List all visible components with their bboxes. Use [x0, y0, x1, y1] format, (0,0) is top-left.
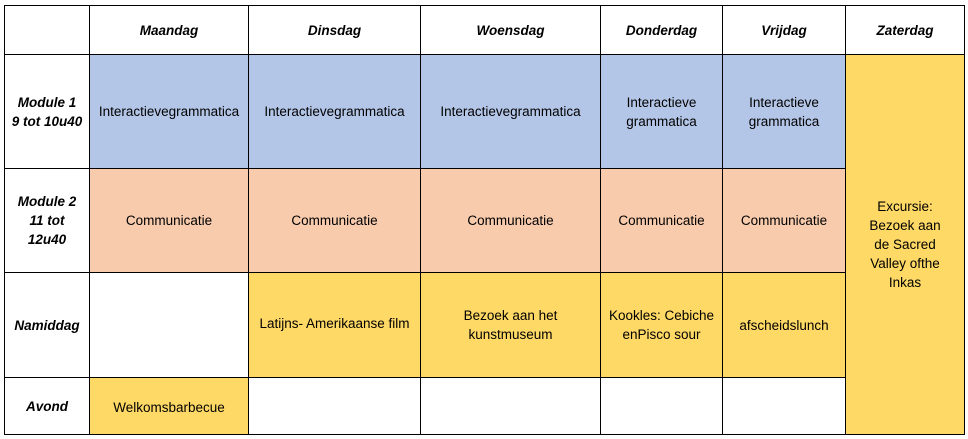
excursion-text: Excursie: Bezoek aan de Sacred Valley ofthe Inkas — [869, 199, 941, 290]
cell-monday-afternoon — [90, 273, 249, 378]
cell-tuesday-module-2: Communicatie — [249, 169, 421, 273]
cell-text: Kookles: Cebiche enPisco sour — [608, 308, 715, 342]
row-label-evening — [5, 378, 90, 435]
cell-wednesday-afternoon — [421, 273, 601, 378]
row-label-line: Namiddag — [14, 317, 80, 333]
weekly-schedule-table — [4, 5, 965, 435]
row-label-line: Avond — [26, 398, 68, 414]
day-header-saturday: Zaterdag — [846, 6, 965, 55]
cell-monday-evening: Welkomsbarbecue — [90, 378, 249, 435]
cell-wednesday-evening — [421, 378, 601, 435]
row-label-line: Module 1 — [17, 94, 77, 110]
cell-wednesday-module-2: Communicatie — [421, 169, 601, 273]
day-header-thursday: Donderdag — [601, 6, 723, 55]
cell-thursday-afternoon — [601, 273, 723, 378]
cell-thursday-evening — [601, 378, 723, 435]
row-label-line: 11 tot — [29, 213, 65, 228]
row-label-afternoon — [5, 273, 90, 378]
cell-friday-evening — [723, 378, 846, 435]
schedule-row-evening — [5, 378, 965, 435]
cell-tuesday-evening — [249, 378, 421, 435]
cell-friday-afternoon: afscheidslunch — [723, 273, 846, 378]
row-label-line: Module 2 — [17, 194, 77, 209]
cell-saturday-excursion — [846, 55, 965, 435]
schedule-row-afternoon — [5, 273, 965, 378]
cell-tuesday-afternoon: Latijns- Amerikaanse film — [249, 273, 421, 378]
cell-monday-module-1: Interactievegrammatica — [90, 55, 249, 169]
cell-monday-module-2: Communicatie — [90, 169, 249, 273]
row-label-line: 12u40 — [27, 232, 67, 247]
schedule-row-module-2 — [5, 169, 965, 273]
corner-cell — [5, 6, 90, 55]
cell-tuesday-module-1: Interactievegrammatica — [249, 55, 421, 169]
cell-wednesday-module-1: Interactievegrammatica — [421, 55, 601, 169]
day-header-wednesday: Woensdag — [421, 6, 601, 55]
cell-thursday-module-2: Communicatie — [601, 169, 723, 273]
row-label-module-1 — [5, 55, 90, 169]
row-label-module-2 — [5, 169, 90, 273]
day-header-monday: Maandag — [90, 6, 249, 55]
row-label-line: 9 tot 10u40 — [11, 113, 83, 129]
cell-friday-module-2: Communicatie — [723, 169, 846, 273]
day-header-tuesday: Dinsdag — [249, 6, 421, 55]
schedule-row-module-1 — [5, 55, 965, 169]
cell-friday-module-1: Interactieve grammatica — [723, 55, 846, 169]
day-header-friday: Vrijdag — [723, 6, 846, 55]
header-row — [5, 6, 965, 55]
cell-thursday-module-1: Interactieve grammatica — [601, 55, 723, 169]
cell-text: Bezoek aan het kunstmuseum — [463, 308, 558, 342]
